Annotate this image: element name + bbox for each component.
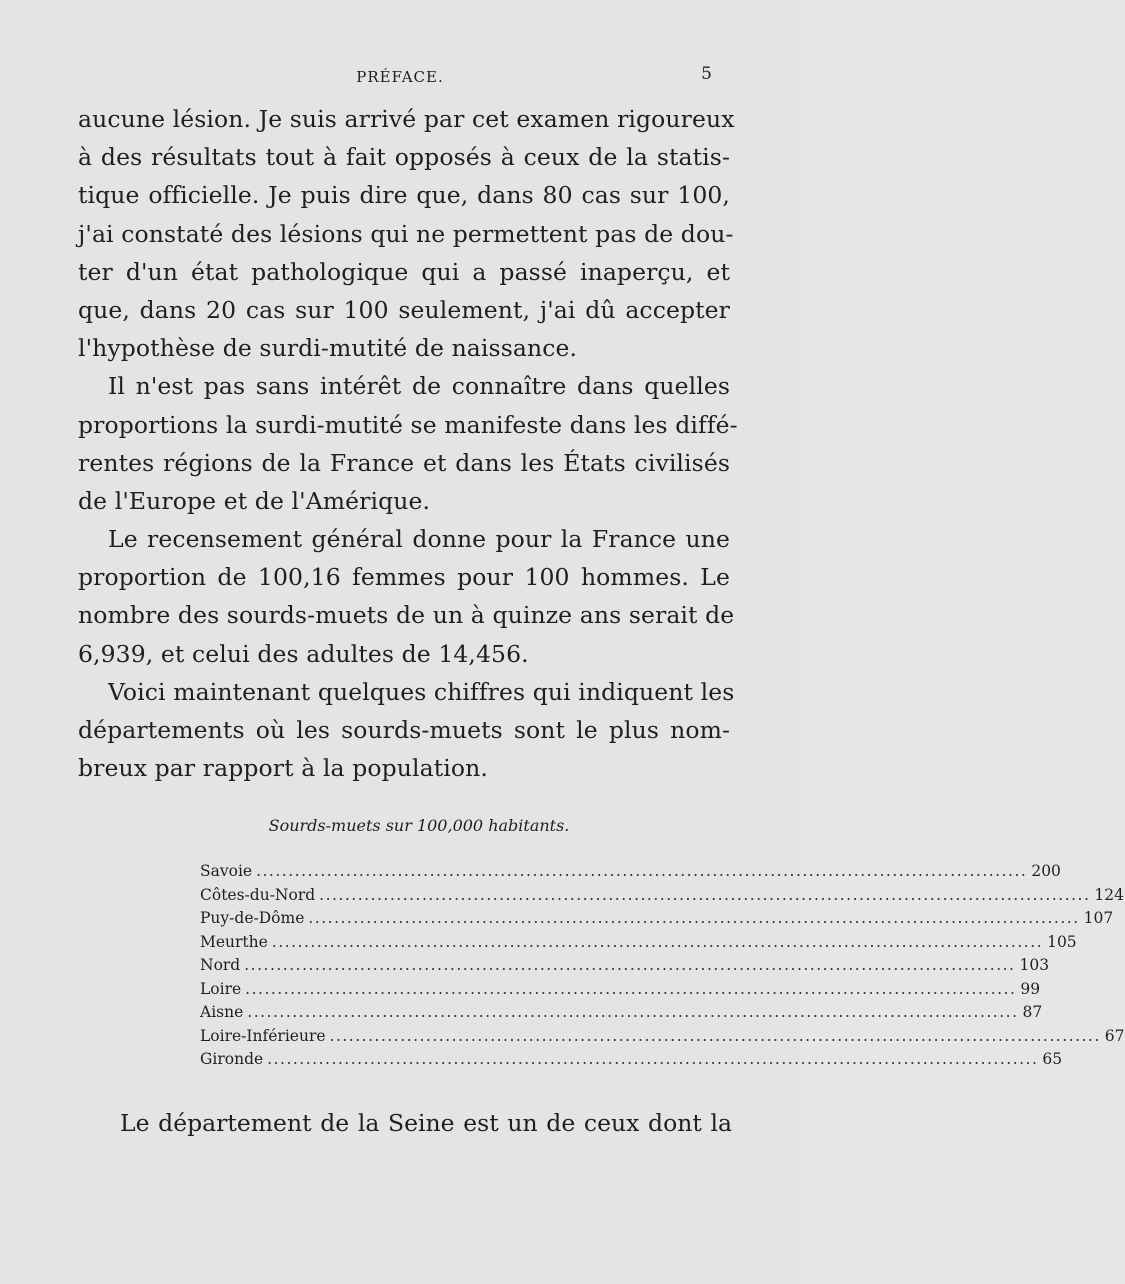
text-line: Il n'est pas sans intérêt de connaître dans quelles	[108, 372, 730, 401]
table-rows	[200, 860, 1125, 1072]
text-line: de l'Europe et de l'Amérique.	[78, 486, 431, 515]
dot-leader: ........................................................................................................................	[319, 885, 1091, 904]
page-number: 5	[701, 64, 712, 84]
text-line: j'ai constaté des lésions qui ne permettent pas de dou-	[78, 219, 734, 248]
dot-leader: ........................................................................................................................	[267, 1050, 1039, 1068]
department-name: Aisne	[200, 1003, 244, 1021]
department-name: Gironde	[200, 1050, 264, 1068]
text-line: l'hypothèse de surdi-mutité de naissance.	[78, 334, 578, 363]
dot-leader: ........................................................................................................................	[247, 1003, 1019, 1021]
department-value: 107	[1083, 909, 1114, 927]
text-line: nombre des sourds-muets de un à quinze ans serait de	[78, 601, 735, 630]
text-line: proportion de 100,16 femmes pour 100 hommes. Le	[78, 563, 730, 592]
text-line: à des résultats tout à fait opposés à ceux de la statis-	[78, 143, 730, 172]
department-name: Loire	[200, 979, 242, 998]
table-row	[200, 884, 1124, 908]
dot-leader: ........................................................................................................................	[308, 909, 1080, 927]
dot-leader: ........................................................................................................................	[329, 1026, 1101, 1045]
department-value: 65	[1042, 1050, 1063, 1068]
dot-leader: ........................................................................................................................	[256, 862, 1028, 880]
department-name: Côtes-du-Nord	[200, 885, 316, 904]
table-row	[200, 1001, 1043, 1025]
department-name: Savoie	[200, 862, 253, 880]
department-value: 99	[1020, 979, 1041, 998]
text-line: ter d'un état pathologique qui a passé inaperçu, et	[78, 257, 730, 286]
table-row	[200, 1025, 1125, 1049]
dot-leader: ........................................................................................................................	[244, 956, 1016, 974]
table-row	[200, 860, 1061, 884]
department-name: Nord	[200, 956, 241, 974]
department-value: 103	[1019, 956, 1050, 974]
running-header	[0, 64, 800, 88]
text-line: proportions la surdi-mutité se manifeste dans les diffé-	[78, 410, 738, 439]
closing-line: Le département de la Seine est un de ceux dont la	[120, 1109, 732, 1137]
department-value: 200	[1031, 862, 1061, 880]
table-row	[200, 954, 1050, 978]
text-line: aucune lésion. Je suis arrivé par cet examen rigoureux	[78, 105, 735, 133]
table-row	[200, 907, 1114, 931]
table-row	[200, 1048, 1063, 1072]
text-line: que, dans 20 cas sur 100 seulement, j'ai dû accepter	[78, 295, 730, 324]
text-line: départements où les sourds-muets sont le plus nom-	[78, 716, 730, 744]
text-line: 6,939, et celui des adultes de 14,456.	[78, 639, 529, 668]
body-text	[78, 100, 738, 787]
dot-leader: ........................................................................................................................	[271, 932, 1044, 951]
department-name: Meurthe	[200, 932, 268, 951]
text-line: tique officielle. Je puis dire que, dans 80 cas sur 100,	[78, 181, 730, 210]
table-row	[200, 978, 1041, 1002]
text-line: Le recensement général donne pour la France une	[108, 525, 730, 554]
department-name: Loire-Inférieure	[200, 1026, 326, 1045]
table-row	[200, 931, 1077, 955]
running-title: PRÉFACE.	[356, 68, 444, 86]
department-value: 124	[1094, 885, 1124, 904]
text-line: breux par rapport à la population.	[78, 754, 488, 783]
text-line: rentes régions de la France et dans les États civilisés	[78, 448, 730, 477]
dot-leader: ........................................................................................................................	[245, 979, 1017, 998]
department-value: 67	[1104, 1026, 1125, 1045]
department-name: Puy-de-Dôme	[200, 909, 305, 927]
department-value: 87	[1022, 1003, 1043, 1021]
table-caption: Sourds-muets sur 100,000 habitants.	[268, 816, 570, 835]
text-line: Voici maintenant quelques chiffres qui indiquent les	[108, 677, 735, 706]
department-value: 105	[1047, 932, 1077, 951]
statistics-table	[200, 812, 1125, 1072]
